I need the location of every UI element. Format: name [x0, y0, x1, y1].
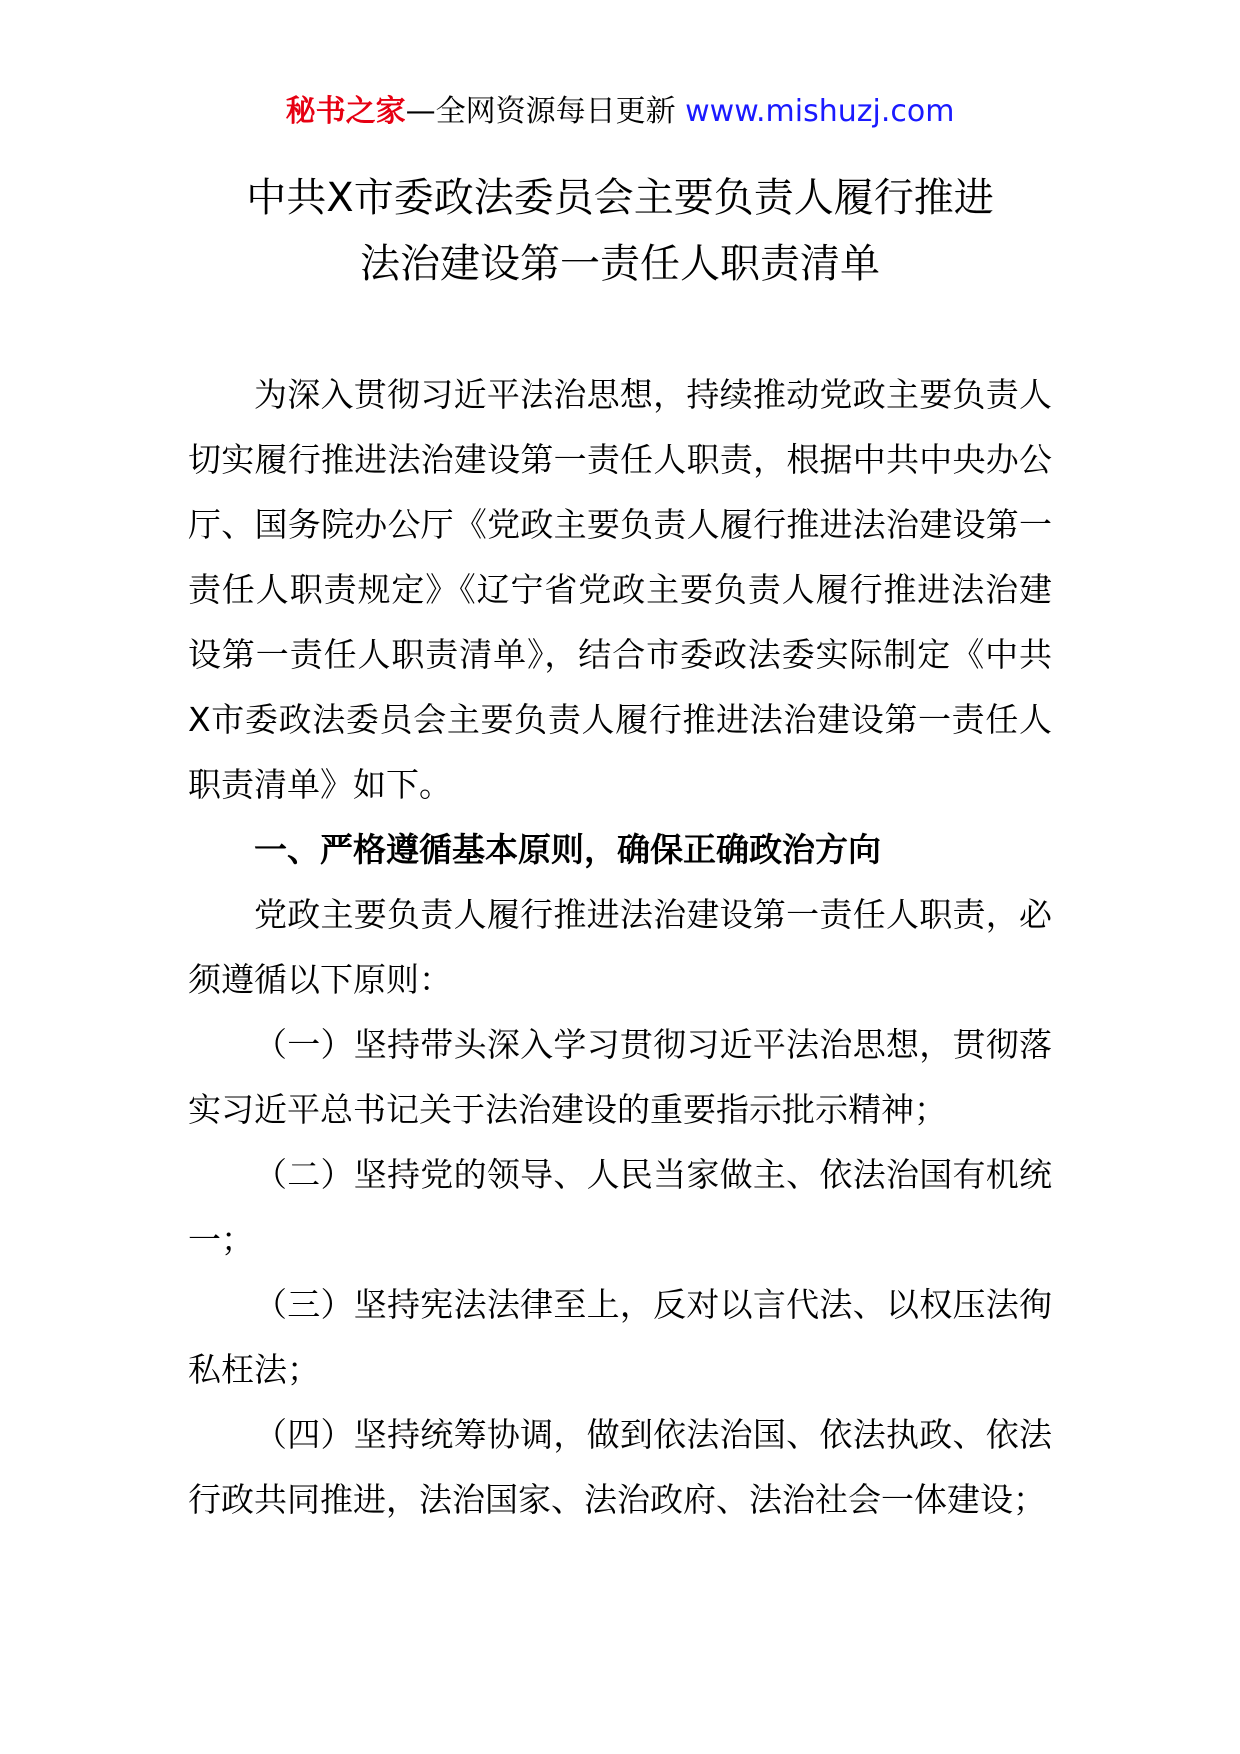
brand-name: 秘书之家: [285, 94, 406, 129]
principle-item: （三）坚持宪法法律至上，反对以言代法、以权压法徇私枉法；: [188, 1285, 1052, 1389]
header-slogan: —全网资源每日更新: [405, 94, 676, 129]
principles-intro: 党政主要负责人履行推进法治建设第一责任人职责，必须遵循以下原则：: [188, 895, 1052, 999]
document-title: [0, 165, 1240, 297]
title-line-2: 法治建设第一责任人职责清单: [360, 241, 880, 287]
section-heading: 一、严格遵循基本原则，确保正确政治方向: [254, 830, 881, 869]
principle-item: （一）坚持带头深入学习贯彻习近平法治思想，贯彻落实习近平总书记关于法治建设的重要指示批示精神；: [188, 1025, 1052, 1129]
title-line-1: 中共X市委政法委员会主要负责人履行推进: [246, 175, 994, 221]
header-banner: [0, 90, 1240, 134]
principle-item: （二）坚持党的领导、人民当家做主、依法治国有机统一；: [188, 1155, 1052, 1259]
document-body: [188, 362, 1052, 1532]
intro-paragraph: 为深入贯彻习近平法治思想，持续推动党政主要负责人切实履行推进法治建设第一责任人职责，根据中共中央办公厅、国务院办公厅《党政主要负责人履行推进法治建设第一责任人职责规定》《辽宁省党政主要负责人履行推进法治建设第一责任人职责清单》，结合市委政法委实际制定《中共X市委政法委员会主要负责人履行推进法治建设第一责任人职责清单》如下。: [188, 375, 1052, 804]
site-url-link[interactable]: www.mishuzj.com: [685, 94, 955, 129]
principle-item: （四）坚持统筹协调，做到依法治国、依法执政、依法行政共同推进，法治国家、法治政府、法治社会一体建设；: [188, 1415, 1052, 1519]
